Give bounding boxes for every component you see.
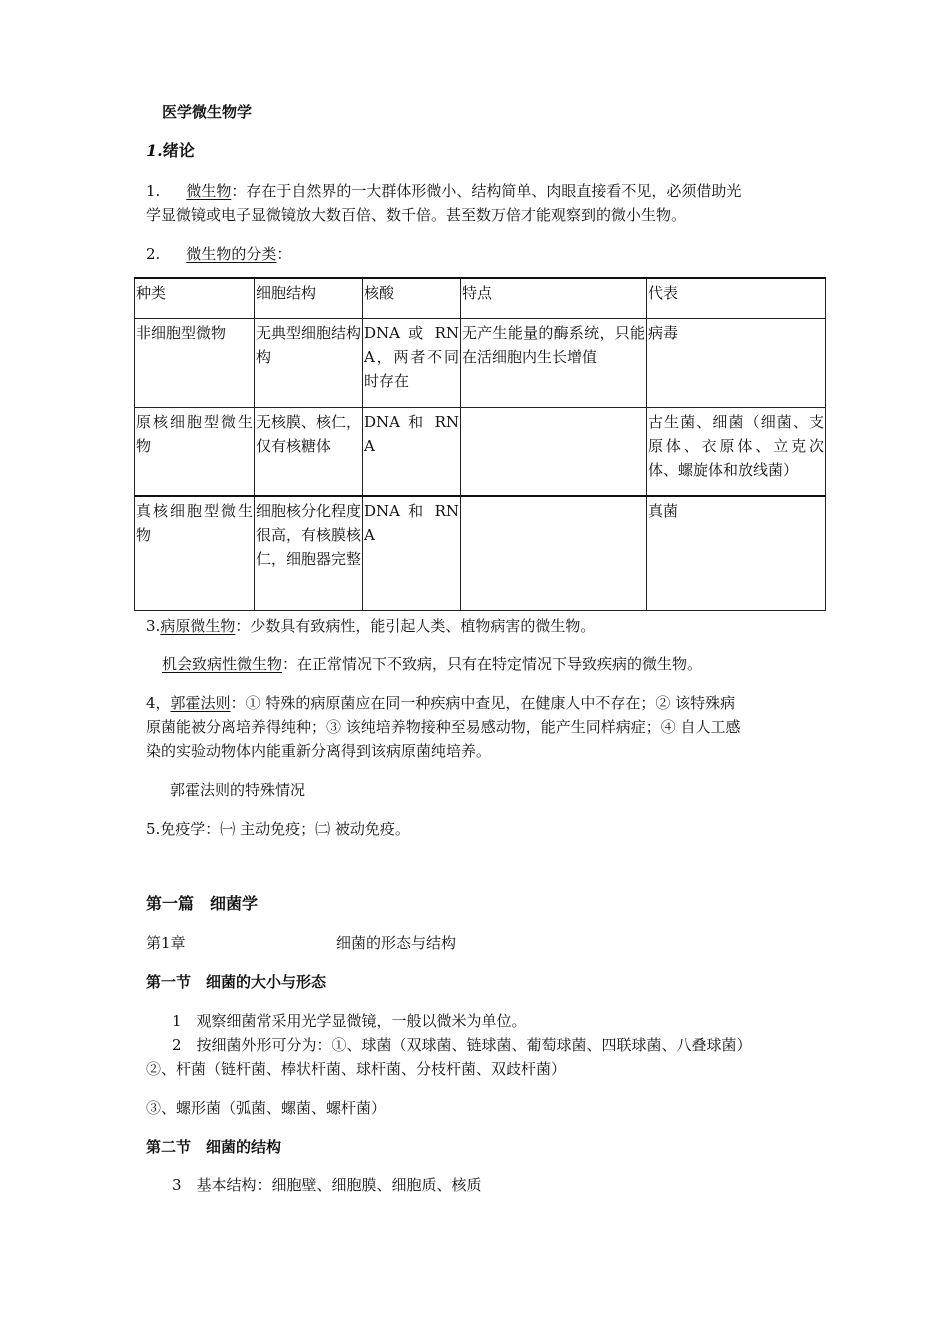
table-cell: 无核膜、核仁，仅有核糖体 [255,407,363,496]
term-classification: 微生物的分类 [186,245,277,263]
term-pathogen: 病原微生物 [160,617,236,635]
pathogen-number: 3. [146,617,161,635]
table-cell [461,496,647,610]
doc-title: 医学微生物学 [162,103,253,121]
opportunistic-line: 机会致病性微生物：在正常情况下不致病，只有在特定情况下导致疾病的微生物。 [162,655,703,673]
classification-table [134,277,826,611]
table-cell: 古生菌、细菌（细菌、支原体、衣原体、立克次体、螺旋体和放线菌） [647,407,826,496]
table-cell: 无产生能量的酶系统，只能在活细胞内生长增值 [461,318,647,407]
term-koch: 郭霍法则 [170,694,231,712]
table-header-row [135,278,826,318]
koch-line2: 原菌能被分离培养得纯种；③ 该纯培养物接种至易感动物，能产生同样病症；④ 自人工感 [146,718,741,736]
table-header-cell: 核酸 [363,278,461,318]
table-header-cell: 细胞结构 [255,278,363,318]
table-cell: 无典型细胞结构构 [255,318,363,407]
koch-line1: 4，郭霍法则：① 特殊的病原菌应在同一种疾病中查见，在健康人中不存在；② 该特殊病 [146,694,736,712]
koch-special: 郭霍法则的特殊情况 [170,781,306,799]
item1-line1: 1. 微生物：存在于自然界的一大群体形微小、结构简单、肉眼直接看不见，必须借助光 [146,182,742,200]
koch-number: 4， [146,694,171,712]
term-opportunistic: 机会致病性微生物 [162,655,283,673]
section1-title: 第一节 细菌的大小与形态 [146,973,327,991]
immunology-line: 5.免疫学：㈠ 主动免疫；㈡ 被动免疫。 [146,820,410,838]
intro-heading [146,139,195,163]
table-cell: 真核细胞型微生物 [135,496,255,610]
table-cell: DNA 和 RNA [363,496,461,610]
item1-number: 1. [146,182,161,200]
table-cell: 真菌 [647,496,826,610]
section1-item2: 2 按细菌外形可分为：①、球菌（双球菌、链球菌、葡萄球菌、四联球菌、八叠球菌） [172,1036,752,1054]
intro-heading-number: 1. [146,141,163,160]
koch-line3: 染的实验动物体内能重新分离得到该病原菌纯培养。 [146,742,492,760]
section1-item2-cont2: ③、螺形菌（弧菌、螺菌、螺杆菌） [146,1099,387,1117]
table-header-cell: 代表 [647,278,826,318]
section1-item1: 1 观察细菌常采用光学显微镜，一般以微米为单位。 [172,1012,527,1030]
item2-line: 2. 微生物的分类： [146,245,292,263]
pathogen-line: 3.病原微生物：少数具有致病性，能引起人类、植物病害的微生物。 [146,617,596,635]
table-header-cell: 种类 [135,278,255,318]
term-microorganism: 微生物 [186,182,232,200]
table-row [135,318,826,407]
item2-number: 2. [146,245,161,263]
section1-item2-cont: ②、杆菌（链杆菌、棒状杆菌、球杆菌、分枝杆菌、双歧杆菌） [146,1060,567,1078]
section2-item3: 3 基本结构：细胞壁、细胞膜、细胞质、核质 [172,1176,482,1194]
table-cell [461,407,647,496]
table-cell: 细胞核分化程度很高，有核膜核仁，细胞器完整 [255,496,363,610]
part-title: 第一篇 细菌学 [146,894,259,913]
table-header-cell: 特点 [461,278,647,318]
table-row [135,496,826,610]
table-cell: 原核细胞型微生物 [135,407,255,496]
section2-title: 第二节 细菌的结构 [146,1138,282,1156]
table-cell: DNA 或 RNA，两者不同时存在 [363,318,461,407]
intro-heading-text: 绪论 [162,141,195,160]
chapter-number: 第1章 [146,934,186,952]
table-cell: 非细胞型微物 [135,318,255,407]
table-cell: DNA 和 RNA [363,407,461,496]
table-row [135,407,826,496]
chapter-title: 细菌的形态与结构 [336,934,457,952]
table-cell: 病毒 [647,318,826,407]
item1-line2: 学显微镜或电子显微镜放大数百倍、数千倍。甚至数万倍才能观察到的微小生物。 [146,206,687,224]
